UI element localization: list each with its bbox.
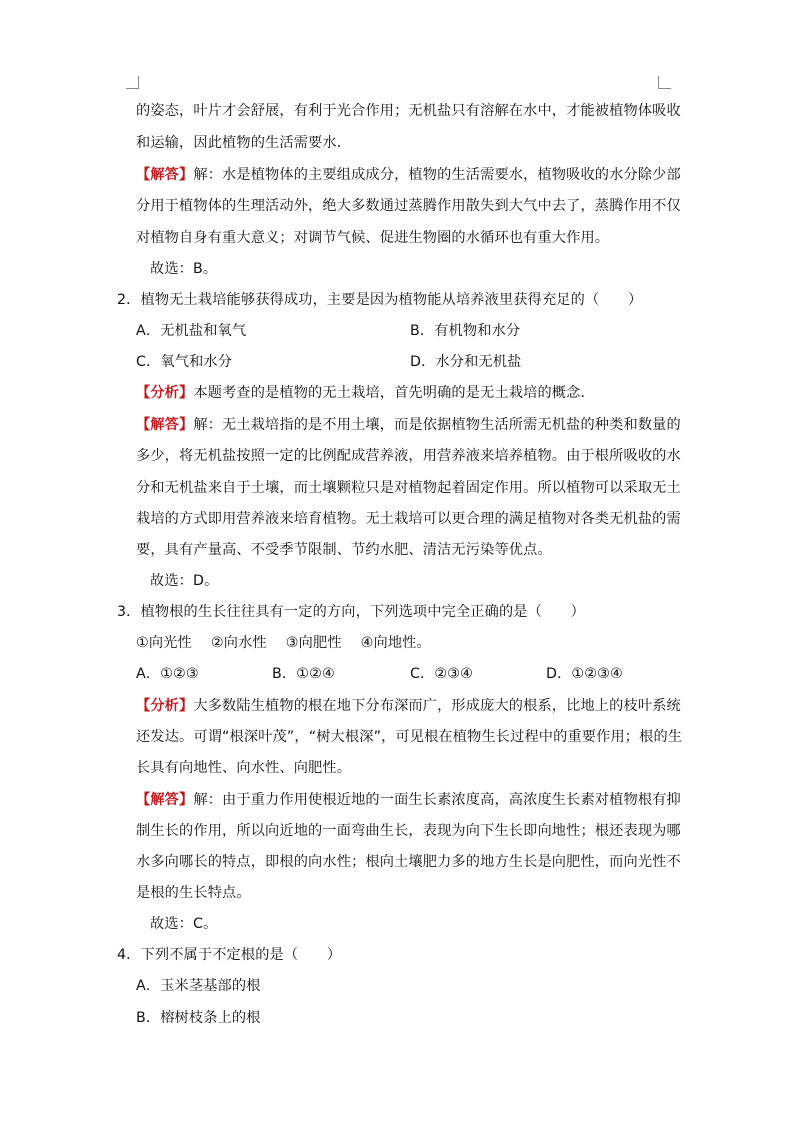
- answer-tag: 【解答】: [136, 417, 194, 433]
- q3-choice: 故选：C。: [150, 916, 218, 932]
- q2-option-c: C．氧气和水分: [136, 354, 233, 370]
- q2-stem: 2．植物无土栽培能够获得成功，主要是因为植物能从培养液里获得充足的（ ）: [117, 292, 643, 308]
- q4-stem: 4．下列不属于不定根的是（ ）: [117, 947, 342, 963]
- prev-answer-line: 对植物自身有重大意义；对调节气候、促进生物圈的水循环也有重大作用。: [136, 230, 610, 246]
- q2-option-b: B．有机物和水分: [410, 323, 521, 339]
- crop-mark-top-right: [658, 76, 671, 89]
- q3-option-c: C．②③④: [410, 666, 474, 682]
- q3-answer-line: [136, 790, 681, 810]
- q4-option-a: A．玉米茎基部的根: [136, 978, 261, 994]
- analysis-tag: 【分析】: [136, 698, 194, 714]
- q3-answer-line: 是根的生长特点。: [136, 885, 251, 901]
- q3-analysis-line: 还发达。可谓“根深叶茂”，“树大根深”，可见根在植物生长过程中的重要作用；根的生: [136, 729, 683, 745]
- answer-tag: 【解答】: [136, 167, 194, 183]
- q2-choice: 故选：D。: [150, 573, 219, 589]
- q2-answer-line: 多少，将无机盐按照一定的比例配成营养液，用营养液来培养植物。由于根所吸收的水: [136, 448, 681, 464]
- answer-text: 解：由于重力作用使根近地的一面生长素浓度高，高浓度生长素对植物根有抑: [193, 792, 681, 808]
- answer-text: 解：水是植物体的主要组成成分，植物的生活需要水，植物吸收的水分除少部: [193, 167, 681, 183]
- q2-option-d: D．水分和无机盐: [410, 354, 522, 370]
- prev-answer-line: 分用于植物体的生理活动外，绝大多数通过蒸腾作用散失到大气中去了，蒸腾作用不仅: [136, 198, 681, 214]
- q2-analysis-line: [136, 383, 595, 403]
- q3-items: ①向光性 ②向水性 ③向肥性 ④向地性。: [136, 635, 431, 651]
- analysis-text: 大多数陆生植物的根在地下分布深而广，形成庞大的根系，比地上的枝叶系统: [193, 698, 681, 714]
- prev-answer-line: [136, 165, 681, 185]
- q2-answer-line: [136, 415, 681, 435]
- prev-analysis-line: 的姿态，叶片才会舒展，有利于光合作用；无机盐只有溶解在水中，才能被植物体吸收: [136, 103, 681, 119]
- q3-stem: 3．植物根的生长往往具有一定的方向，下列选项中完全正确的是（ ）: [117, 604, 585, 620]
- q3-answer-line: 水多向哪长的特点，即根的向水性；根向土壤肥力多的地方生长是向肥性，而向光性不: [136, 854, 681, 870]
- q3-answer-line: 制生长的作用，所以向近地的一面弯曲生长，表现为向下生长即向地性；根还表现为哪: [136, 823, 681, 839]
- q2-option-a: A．无机盐和氧气: [136, 323, 247, 339]
- q3-analysis-line: [136, 696, 681, 716]
- q2-answer-line: 栽培的方式即用营养液来培育植物。无土栽培可以更合理的满足植物对各类无机盐的需: [136, 511, 681, 527]
- answer-tag: 【解答】: [136, 792, 194, 808]
- analysis-tag: 【分析】: [136, 385, 194, 401]
- q3-option-b: B．①②④: [272, 666, 335, 682]
- prev-choice: 故选：B。: [150, 261, 218, 277]
- q3-option-d: D．①②③④: [546, 666, 623, 682]
- analysis-text: 本题考查的是植物的无土栽培，首先明确的是无土栽培的概念．: [193, 385, 595, 401]
- crop-mark-top-left: [126, 76, 139, 89]
- answer-text: 解：无土栽培指的是不用土壤，而是依据植物生活所需无机盐的种类和数量的: [193, 417, 681, 433]
- q3-option-a: A．①②③: [136, 666, 199, 682]
- q3-analysis-line: 长具有向地性、向水性、向肥性。: [136, 760, 352, 776]
- prev-analysis-line: 和运输，因此植物的生活需要水．: [136, 135, 352, 151]
- q2-answer-line: 分和无机盐来自于土壤，而土壤颗粒只是对植物起着固定作用。所以植物可以采取无土: [136, 480, 681, 496]
- q4-option-b: B．榕树枝条上的根: [136, 1010, 261, 1026]
- q2-answer-line: 要，具有产量高、不受季节限制、节约水肥、清洁无污染等优点。: [136, 542, 552, 558]
